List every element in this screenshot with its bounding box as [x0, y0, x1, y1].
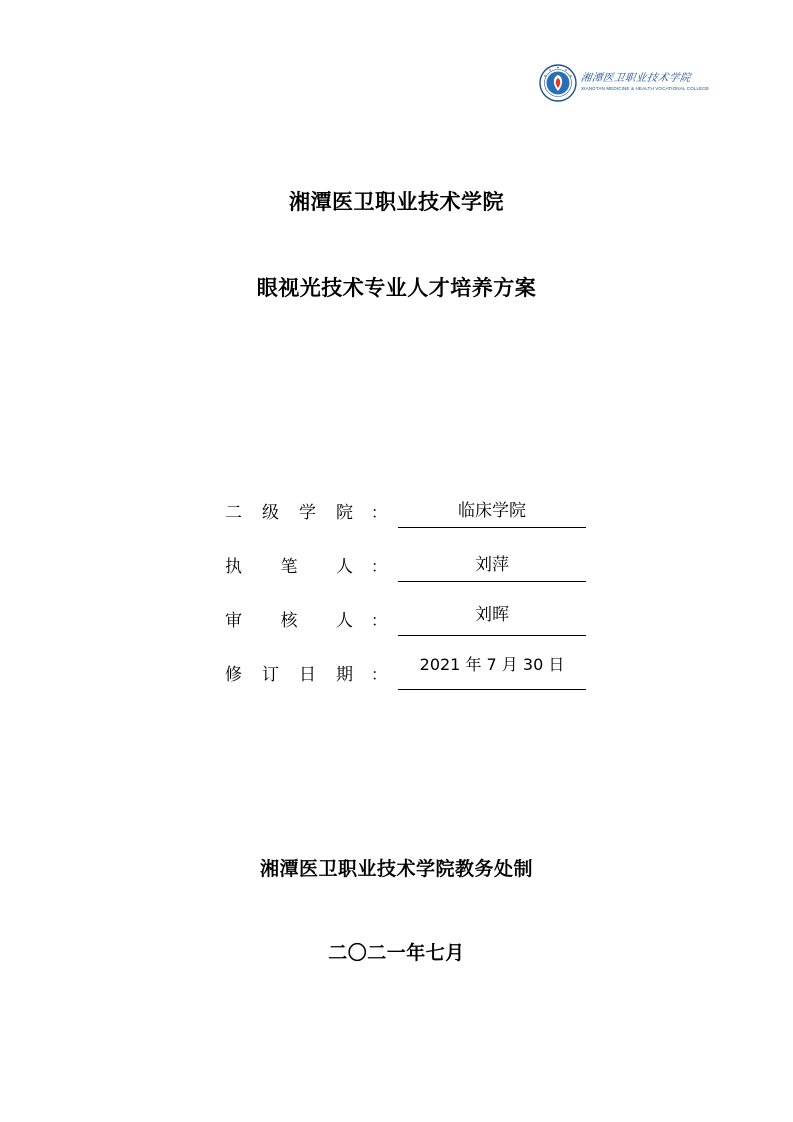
logo-english-name: XIANGTAN MEDICINE & HEALTH VOCATIONAL COLLEGE — [581, 86, 710, 91]
label-char: 学 — [299, 503, 316, 523]
label-char: 级 — [262, 503, 279, 523]
value-underline — [398, 581, 586, 582]
value-underline — [398, 689, 586, 690]
revision-date-label — [225, 660, 353, 685]
colon: ： — [371, 665, 388, 684]
label-char: 期 — [336, 665, 353, 685]
label-char: 人 — [336, 611, 353, 631]
value-underline — [398, 635, 586, 636]
department-label — [225, 498, 353, 523]
label-char: 订 — [262, 665, 279, 685]
label-char: 执 — [225, 557, 242, 577]
college-seal-icon — [539, 64, 577, 102]
value-underline — [398, 527, 586, 528]
label-char: 日 — [299, 665, 316, 685]
info-row-department — [225, 490, 595, 544]
label-char: 二 — [225, 503, 242, 523]
revision-date-value: 2021 年 7 月 30 日 — [419, 655, 565, 674]
colon: ： — [371, 557, 388, 576]
info-row-reviewer — [225, 598, 595, 652]
school-title: 湘潭医卫职业技术学院 — [289, 190, 504, 214]
college-logo — [539, 64, 710, 104]
colon: ： — [371, 611, 388, 630]
label-char: 人 — [336, 557, 353, 577]
label-char: 核 — [280, 611, 298, 631]
info-row-revision-date — [225, 652, 595, 706]
issuing-office: 湘潭医卫职业技术学院教务处制 — [259, 858, 533, 880]
author-value: 刘萍 — [475, 555, 509, 575]
label-char: 笔 — [280, 557, 298, 577]
logo-chinese-name: 湘潭医卫职业技术学院 — [580, 72, 692, 84]
plan-title: 眼视光技术专业人才培养方案 — [256, 276, 537, 300]
label-char: 院 — [336, 503, 353, 523]
reviewer-value: 刘晖 — [475, 605, 509, 625]
colon: ： — [371, 503, 388, 522]
info-row-author — [225, 544, 595, 598]
issue-date: 二〇二一年七月 — [328, 942, 465, 964]
department-value: 临床学院 — [458, 501, 526, 521]
author-label — [225, 552, 353, 577]
label-char: 修 — [225, 665, 242, 685]
reviewer-label — [225, 606, 353, 631]
document-info-form — [225, 490, 595, 706]
label-char: 审 — [225, 611, 242, 631]
